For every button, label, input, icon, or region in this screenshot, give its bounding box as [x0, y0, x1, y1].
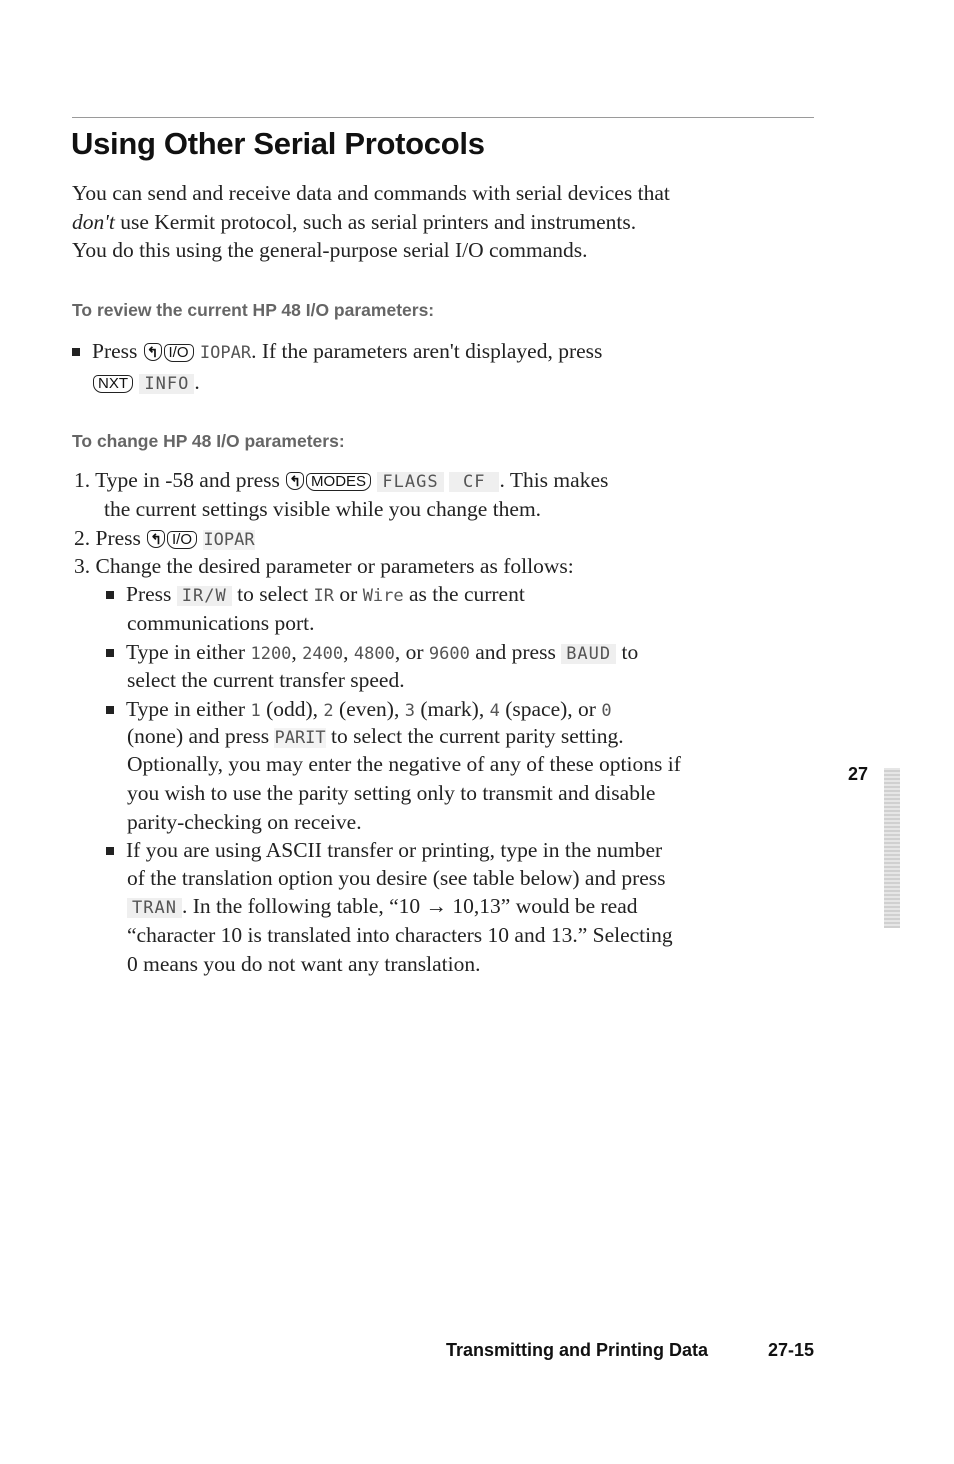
bullet-3-line-3: Optionally, you may enter the negative of any of these options if: [127, 752, 681, 776]
bullet-1-line-2: communications port.: [127, 611, 315, 635]
change-heading: To change HP 48 I/O parameters:: [72, 431, 345, 451]
bullet-4-line-4: “character 10 is translated into characters 10 and 13.” Selecting: [127, 923, 673, 947]
bullet-4-line-5: 0 means you do not want any translation.: [127, 952, 481, 976]
parity-1: 1: [250, 701, 261, 721]
step-1-text: Type in -58 and press: [95, 468, 280, 492]
bullet-4-line-3: [127, 894, 638, 919]
bullet-3-line-5: parity-checking on receive.: [127, 810, 362, 834]
bullet-4-text: If you are using ASCII transfer or printing, type in the number: [126, 838, 663, 862]
left-shift-key-icon: ↰: [286, 472, 304, 490]
io-key: I/O: [167, 531, 197, 549]
header-rule: [72, 117, 814, 118]
chapter-tab-marker: [884, 768, 900, 928]
baud-1200: 1200: [250, 644, 292, 664]
bullet-2-to: to: [621, 640, 639, 664]
iopar-menu-key: IOPAR: [199, 343, 252, 363]
wire-value: Wire: [362, 586, 404, 606]
page-title: Using Other Serial Protocols: [71, 126, 485, 161]
step-3-number: 3.: [74, 554, 91, 578]
step-2-press-text: Press: [95, 526, 141, 550]
modes-key: MODES: [306, 473, 371, 491]
bullet-3-line-2: [127, 724, 624, 749]
parity-even: (even),: [339, 697, 400, 721]
bullet-4-table-note: . In the following table, “10 → 10,13” would be read: [181, 894, 638, 918]
parity-space: (space), or: [505, 697, 596, 721]
baud-4800: 4800: [353, 644, 395, 664]
bullet-1-current: as the current: [409, 582, 525, 606]
bullet-1-select: to select: [237, 582, 309, 606]
step-1-text-end: . This makes: [499, 468, 609, 492]
bullet-2-type: Type in either: [126, 640, 246, 664]
step-1-line-1: [74, 468, 608, 493]
left-shift-key-icon: ↰: [144, 343, 162, 361]
bullet-3-type: Type in either: [126, 697, 246, 721]
intro-line-1: You can send and receive data and commands with serial devices that: [72, 181, 670, 205]
bullet-2-line-2: select the current transfer speed.: [127, 668, 405, 692]
chapter-tab-number: 27: [848, 764, 869, 784]
intro-line-2-text: use Kermit protocol, such as serial printers and instruments.: [114, 210, 637, 234]
nxt-key: NXT: [93, 375, 133, 393]
footer-page-number: 27-15: [768, 1340, 815, 1360]
cf-menu-key: CF: [449, 472, 499, 492]
bullet-1-press: Press: [126, 582, 172, 606]
tran-menu-key: TRAN: [127, 898, 182, 918]
bullet-2-press: and press: [475, 640, 556, 664]
review-press-text: Press: [92, 339, 138, 363]
bullet-icon: [106, 649, 114, 657]
footer-section-title: Transmitting and Printing Data: [446, 1340, 709, 1360]
bullet-1-or: or: [339, 582, 358, 606]
bullet-3-select: to select the current parity setting.: [331, 724, 624, 748]
review-step-line-1: [72, 339, 602, 364]
bullet-icon: [106, 847, 114, 855]
review-heading: To review the current HP 48 I/O parameters:: [72, 300, 435, 320]
parity-mark: (mark),: [420, 697, 485, 721]
baud-2400: 2400: [302, 644, 344, 664]
intro-line-3: You do this using the general-purpose serial I/O commands.: [72, 238, 588, 262]
baud-menu-key: BAUD: [561, 644, 616, 664]
baud-9600: 9600: [428, 644, 470, 664]
intro-line-2: [72, 210, 636, 235]
left-shift-key-icon: ↰: [147, 530, 165, 548]
io-key: I/O: [164, 344, 194, 362]
bullet-icon: [106, 706, 114, 714]
ir-value: IR: [313, 586, 335, 606]
parity-0: 0: [601, 701, 612, 721]
step-1-number: 1.: [74, 468, 91, 492]
iopar-menu-key: IOPAR: [203, 530, 255, 550]
bullet-3-none-press: (none) and press: [127, 724, 270, 748]
bullet-1-line-1: [106, 582, 525, 607]
intro-emphasis: don't: [72, 210, 115, 234]
step-1-line-2: the current settings visible while you change them.: [104, 497, 542, 521]
parity-3: 3: [404, 701, 415, 721]
bullet-2-line-1: [106, 640, 638, 665]
parity-4: 4: [489, 701, 500, 721]
bullet-icon: [106, 591, 114, 599]
flags-menu-key: FLAGS: [377, 472, 443, 492]
review-step-line-2: [92, 370, 200, 395]
info-menu-key: INFO: [139, 374, 194, 394]
step-3-line: [74, 554, 574, 579]
parity-2: 2: [323, 701, 334, 721]
parity-odd: (odd),: [266, 697, 319, 721]
sep: ,: [343, 640, 349, 664]
bullet-icon: [72, 348, 80, 356]
parit-menu-key: PARIT: [274, 728, 326, 748]
bullet-3-line-1: [106, 697, 612, 722]
review-after-text: . If the parameters aren't displayed, press: [251, 339, 603, 363]
step-3-text: Change the desired parameter or parameters as follows:: [95, 554, 574, 578]
sep: ,: [394, 640, 401, 664]
sep: ,: [291, 640, 297, 664]
bullet-4-line-2: of the translation option you desire (see table below) and press: [127, 866, 666, 890]
review-period: .: [194, 370, 200, 394]
irw-menu-key: IR/W: [177, 586, 232, 606]
step-2-number: 2.: [74, 526, 91, 550]
bullet-2-or: or: [405, 640, 424, 664]
step-2-line: [74, 526, 255, 551]
bullet-3-line-4: you wish to use the parity setting only to transmit and disable: [127, 781, 656, 805]
bullet-4-line-1: [106, 838, 662, 863]
